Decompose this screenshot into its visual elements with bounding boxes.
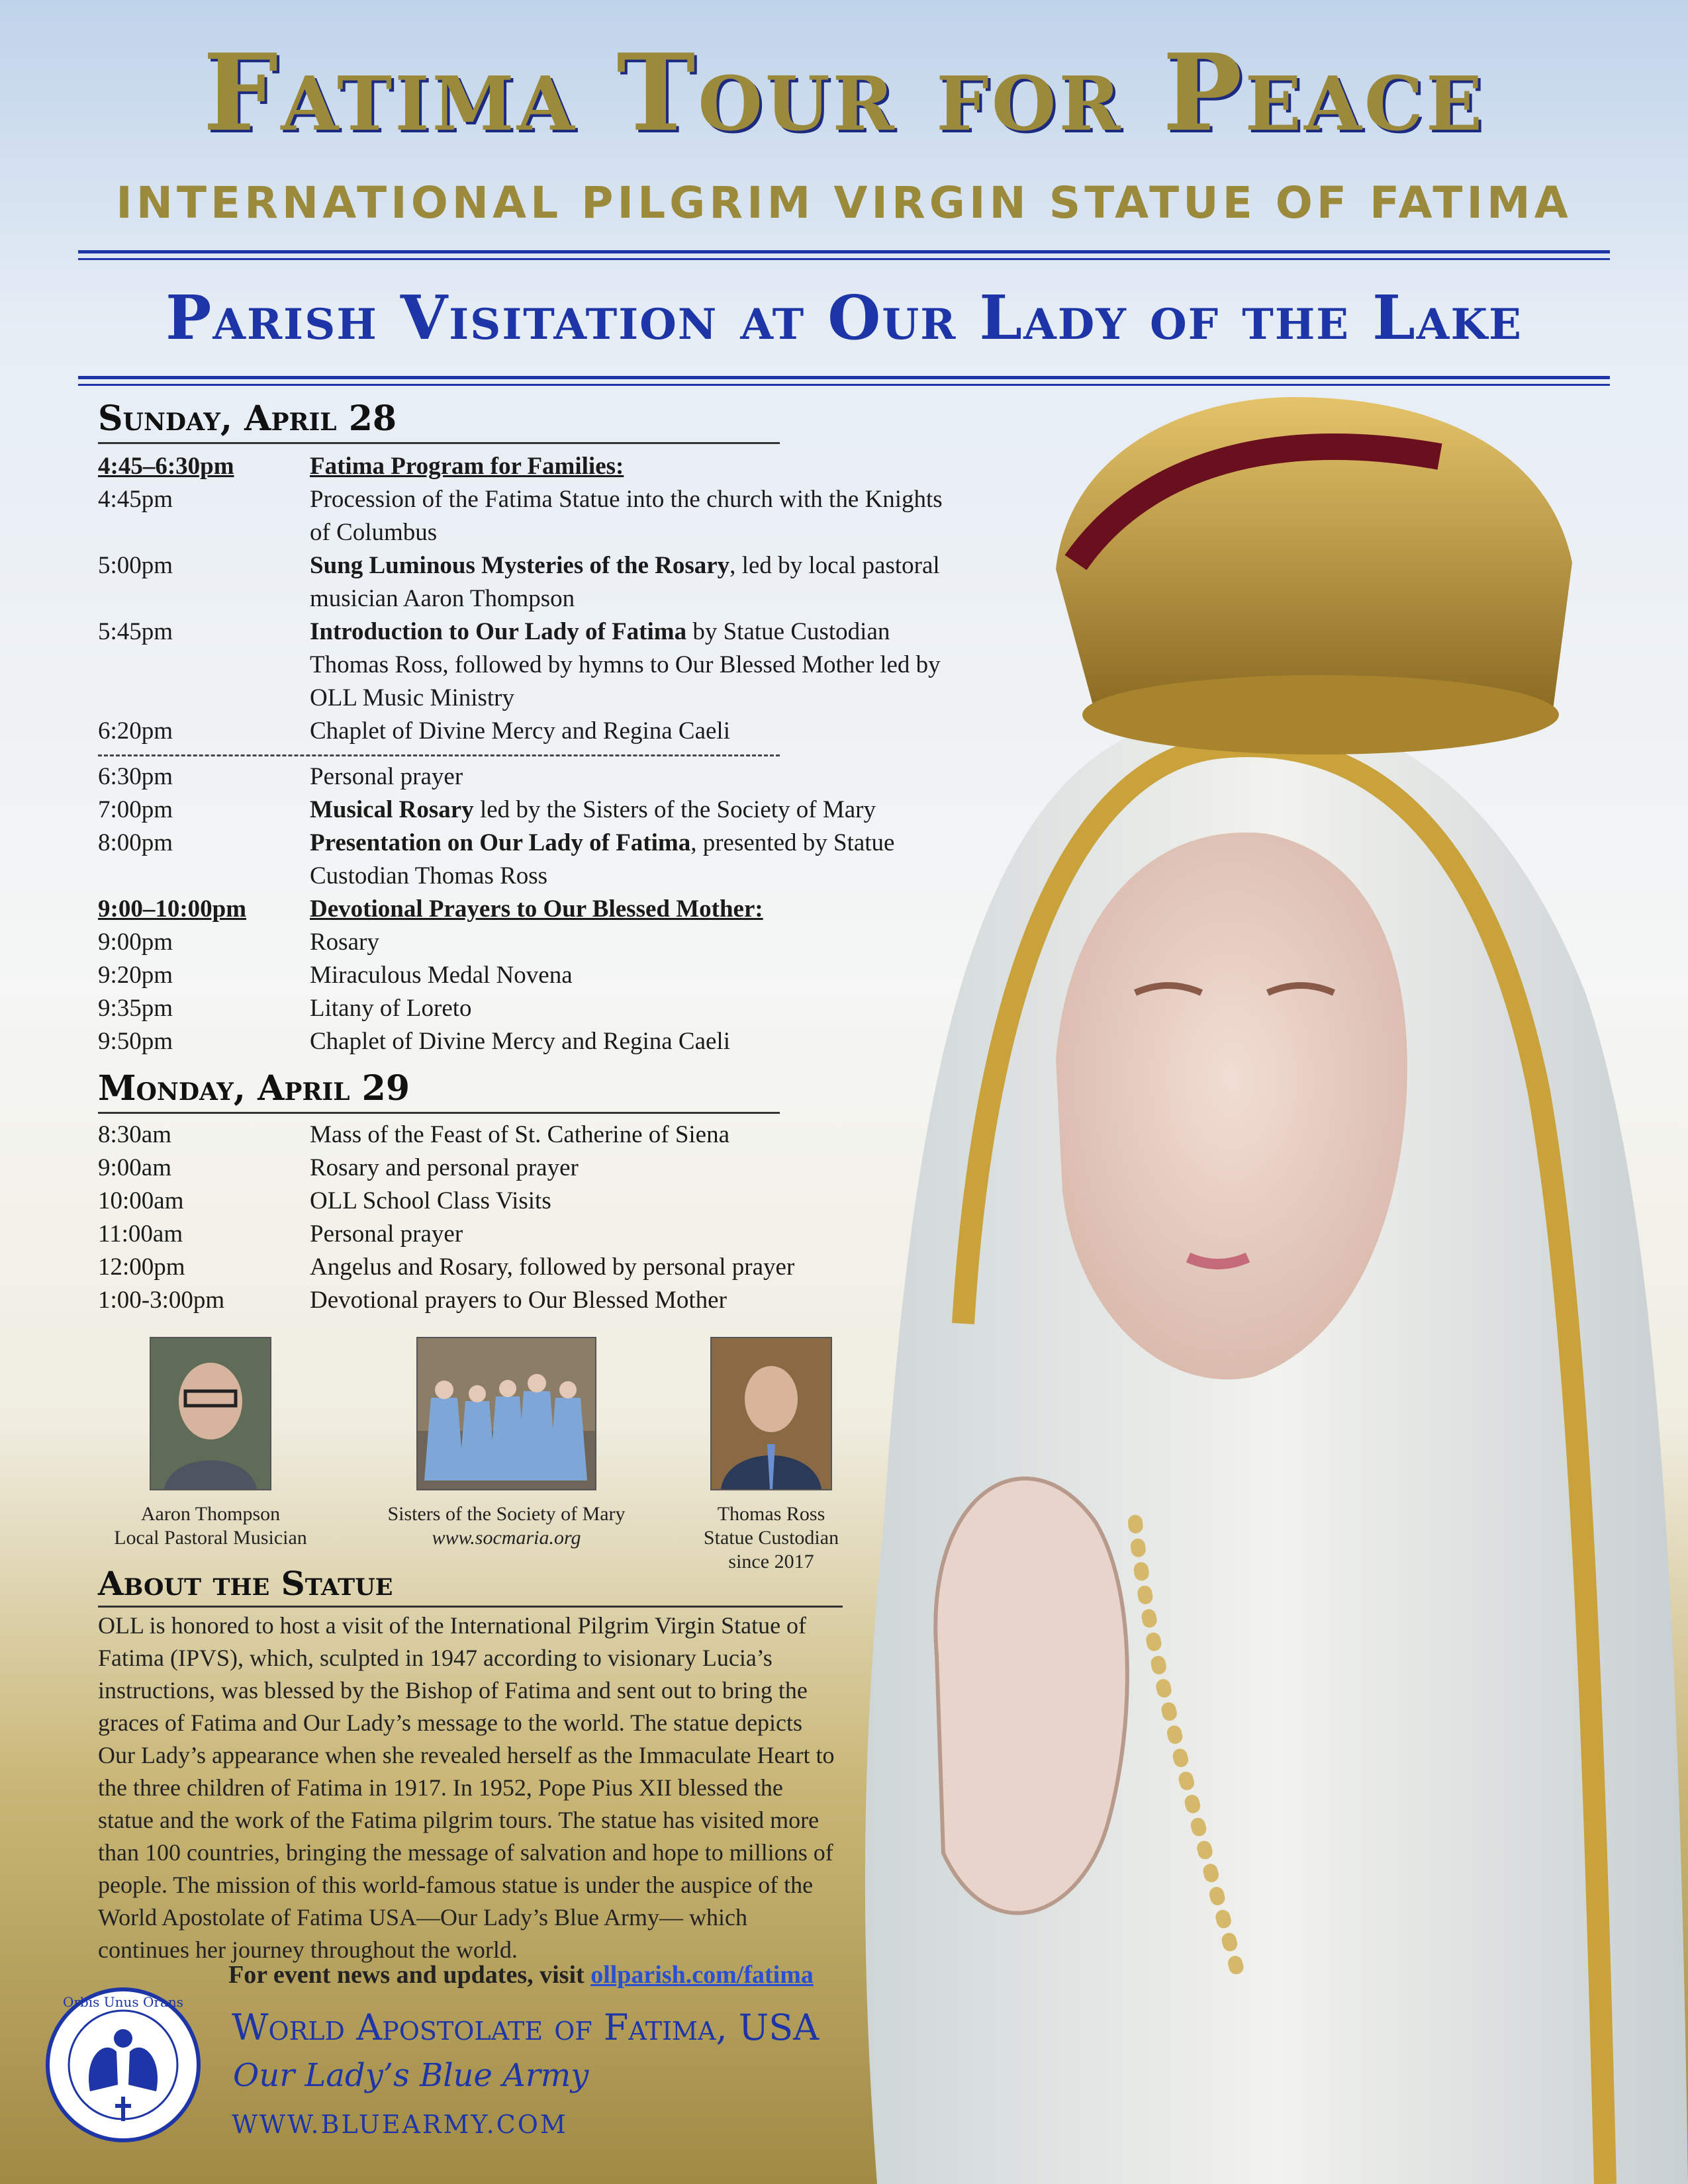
schedule-row <box>98 1185 945 1218</box>
schedule-row <box>98 1118 945 1152</box>
sunday-schedule <box>98 450 945 1058</box>
schedule-row <box>98 715 945 748</box>
activity-text: , led by local pastoral musician Aaron Thompson <box>310 552 940 612</box>
person-thomas <box>688 1337 854 1574</box>
activity-text: Litany of Loreto <box>310 995 472 1022</box>
sunday-block-2 <box>98 760 945 1058</box>
aaron-photo <box>150 1337 271 1490</box>
sunday-heading: Sunday, April 28 <box>98 396 780 444</box>
schedule-activity <box>310 1284 945 1317</box>
schedule-activity <box>310 760 945 794</box>
activity-text: Chaplet of Divine Mercy and Regina Caeli <box>310 717 730 745</box>
schedule-time: 9:50pm <box>98 1028 173 1055</box>
schedule-row <box>98 615 945 715</box>
schedule-row <box>98 893 945 926</box>
dashed-divider <box>98 754 780 756</box>
activity-highlight: Devotional Prayers to Our Blessed Mother: <box>310 895 763 923</box>
schedule-activity <box>310 794 945 827</box>
seal-text: Orbis Unus Orans <box>62 1994 184 2010</box>
activity-text: led by the Sisters of the Society of Mary <box>473 796 876 823</box>
schedule-activity <box>310 827 945 893</box>
divider <box>78 250 1610 253</box>
schedule-time: 5:45pm <box>98 618 173 645</box>
activity-highlight: Presentation on Our Lady of Fatima <box>310 829 691 856</box>
schedule-activity <box>310 1185 945 1218</box>
schedule-time: 4:45–6:30pm <box>98 453 234 480</box>
sunday-block-1 <box>98 450 945 748</box>
activity-text: Mass of the Feast of St. Catherine of Siena <box>310 1121 730 1148</box>
schedule-time: 1:00-3:00pm <box>98 1287 225 1314</box>
divider <box>78 258 1610 260</box>
poster-title: Fatima Tour for Peace <box>203 30 1485 155</box>
activity-text: Procession of the Fatima Statue into the church with the Knights of Columbus <box>310 486 943 546</box>
schedule-row <box>98 450 945 483</box>
schedule-time: 9:00pm <box>98 929 173 956</box>
org-website[interactable]: WWW.BLUEARMY.COM <box>232 2110 568 2139</box>
poster-subtitle: INTERNATIONAL PILGRIM VIRGIN STATUE OF FATIMA <box>116 177 1572 228</box>
blue-army-seal-icon <box>44 1985 203 2144</box>
news-line <box>228 1960 814 1989</box>
thomas-role: Statue Custodian <box>703 1527 839 1549</box>
schedule-activity <box>310 615 945 715</box>
schedule-row <box>98 1152 945 1185</box>
visitation-heading: Parish Visitation at Our Lady of the Lake <box>165 282 1523 353</box>
monday-schedule <box>98 1118 945 1317</box>
schedule-time: 10:00am <box>98 1187 184 1214</box>
sisters-url[interactable]: www.socmaria.org <box>432 1527 581 1549</box>
schedule-time: 4:45pm <box>98 486 173 513</box>
schedule-activity <box>310 893 945 926</box>
schedule-activity <box>310 1251 945 1284</box>
about-body: OLL is honored to host a visit of the International Pilgrim Virgin Statue of Fatima (IPVS), which, sculpted in 1947 according to visionary Lucia’s instructions, was blessed by the Bishop of Fatima and sent out to bring the graces of Fatima and Our Lady’s message to the world. The statue depicts Our Lady’s appearance when she revealed herself as the Immaculate Heart to the three children of Fatima in 1917. In 1952, Pope Pius XII blessed the statue and the work of the Fatima pilgrim tours. The statue has visited more than 100 countries, bringing the message of salvation and hope to millions of people. The mission of this world-famous statue is under the auspice of the World Apostolate of Fatima USA—Our Lady’s Blue Army— which continues her journey throughout the world. <box>98 1612 835 1963</box>
schedule-row <box>98 794 945 827</box>
divider <box>78 376 1610 379</box>
aaron-role: Local Pastoral Musician <box>114 1527 307 1549</box>
schedule-row <box>98 1218 945 1251</box>
schedule-activity <box>310 1152 945 1185</box>
schedule-row <box>98 1284 945 1317</box>
schedule-time: 9:00–10:00pm <box>98 895 247 923</box>
sisters-name: Sisters of the Society of Mary <box>387 1503 626 1525</box>
activity-text: Devotional prayers to Our Blessed Mother <box>310 1287 727 1314</box>
schedule-time: 5:00pm <box>98 552 173 579</box>
schedule-time: 8:30am <box>98 1121 171 1148</box>
schedule-row <box>98 483 945 549</box>
activity-highlight: Fatima Program for Families: <box>310 453 624 480</box>
activity-highlight: Introduction to Our Lady of Fatima <box>310 618 687 645</box>
thomas-photo <box>710 1337 832 1490</box>
activity-text: Personal prayer <box>310 763 463 790</box>
org-tagline: Our Lady’s Blue Army <box>233 2057 589 2094</box>
schedule-time: 12:00pm <box>98 1253 185 1281</box>
schedule-row <box>98 1025 945 1058</box>
schedule-row <box>98 827 945 893</box>
org-name: World Apostolate of Fatima, USA <box>232 2007 820 2048</box>
activity-text: Rosary <box>310 929 379 956</box>
person-aaron <box>98 1337 323 1550</box>
schedule-time: 9:35pm <box>98 995 173 1022</box>
aaron-name: Aaron Thompson <box>140 1503 281 1525</box>
activity-highlight: Sung Luminous Mysteries of the Rosary <box>310 552 730 579</box>
schedule-activity <box>310 992 945 1025</box>
news-link[interactable]: ollparish.com/fatima <box>590 1961 814 1989</box>
about-heading: About the Statue <box>98 1562 843 1608</box>
schedule-time: 11:00am <box>98 1220 183 1248</box>
person-sisters <box>357 1337 655 1550</box>
monday-block <box>98 1118 945 1317</box>
schedule-activity <box>310 1025 945 1058</box>
divider <box>78 384 1610 386</box>
schedule-activity <box>310 1218 945 1251</box>
activity-text: Rosary and personal prayer <box>310 1154 579 1181</box>
schedule-row <box>98 959 945 992</box>
schedule-activity <box>310 549 945 615</box>
schedule-activity <box>310 450 945 483</box>
schedule-time: 6:20pm <box>98 717 173 745</box>
activity-text: Chaplet of Divine Mercy and Regina Caeli <box>310 1028 730 1055</box>
activity-highlight: Musical Rosary <box>310 796 474 823</box>
activity-text: by Statue Custodian Thomas Ross, followed by hymns to Our Blessed Mother led by OLL Music Ministry <box>310 618 941 711</box>
thomas-since: since 2017 <box>728 1551 814 1572</box>
activity-text: Angelus and Rosary, followed by personal prayer <box>310 1253 795 1281</box>
news-text: For event news and updates, visit <box>228 1961 591 1989</box>
schedule-time: 6:30pm <box>98 763 173 790</box>
schedule-row <box>98 549 945 615</box>
schedule-activity <box>310 483 945 549</box>
schedule-activity <box>310 715 945 748</box>
schedule-time: 9:20pm <box>98 962 173 989</box>
monday-heading: Monday, April 29 <box>98 1066 780 1114</box>
schedule-time: 7:00pm <box>98 796 173 823</box>
sisters-photo <box>416 1337 596 1490</box>
schedule-time: 8:00pm <box>98 829 173 856</box>
schedule-row <box>98 992 945 1025</box>
activity-text: OLL School Class Visits <box>310 1187 551 1214</box>
thomas-name: Thomas Ross <box>717 1503 825 1525</box>
activity-text: , presented by Statue Custodian Thomas Ross <box>310 829 895 889</box>
activity-text: Personal prayer <box>310 1220 463 1248</box>
schedule-row <box>98 1251 945 1284</box>
schedule-activity <box>310 926 945 959</box>
schedule-row <box>98 760 945 794</box>
schedule-activity <box>310 1118 945 1152</box>
schedule-time: 9:00am <box>98 1154 171 1181</box>
activity-text: Miraculous Medal Novena <box>310 962 573 989</box>
schedule-row <box>98 926 945 959</box>
schedule-activity <box>310 959 945 992</box>
